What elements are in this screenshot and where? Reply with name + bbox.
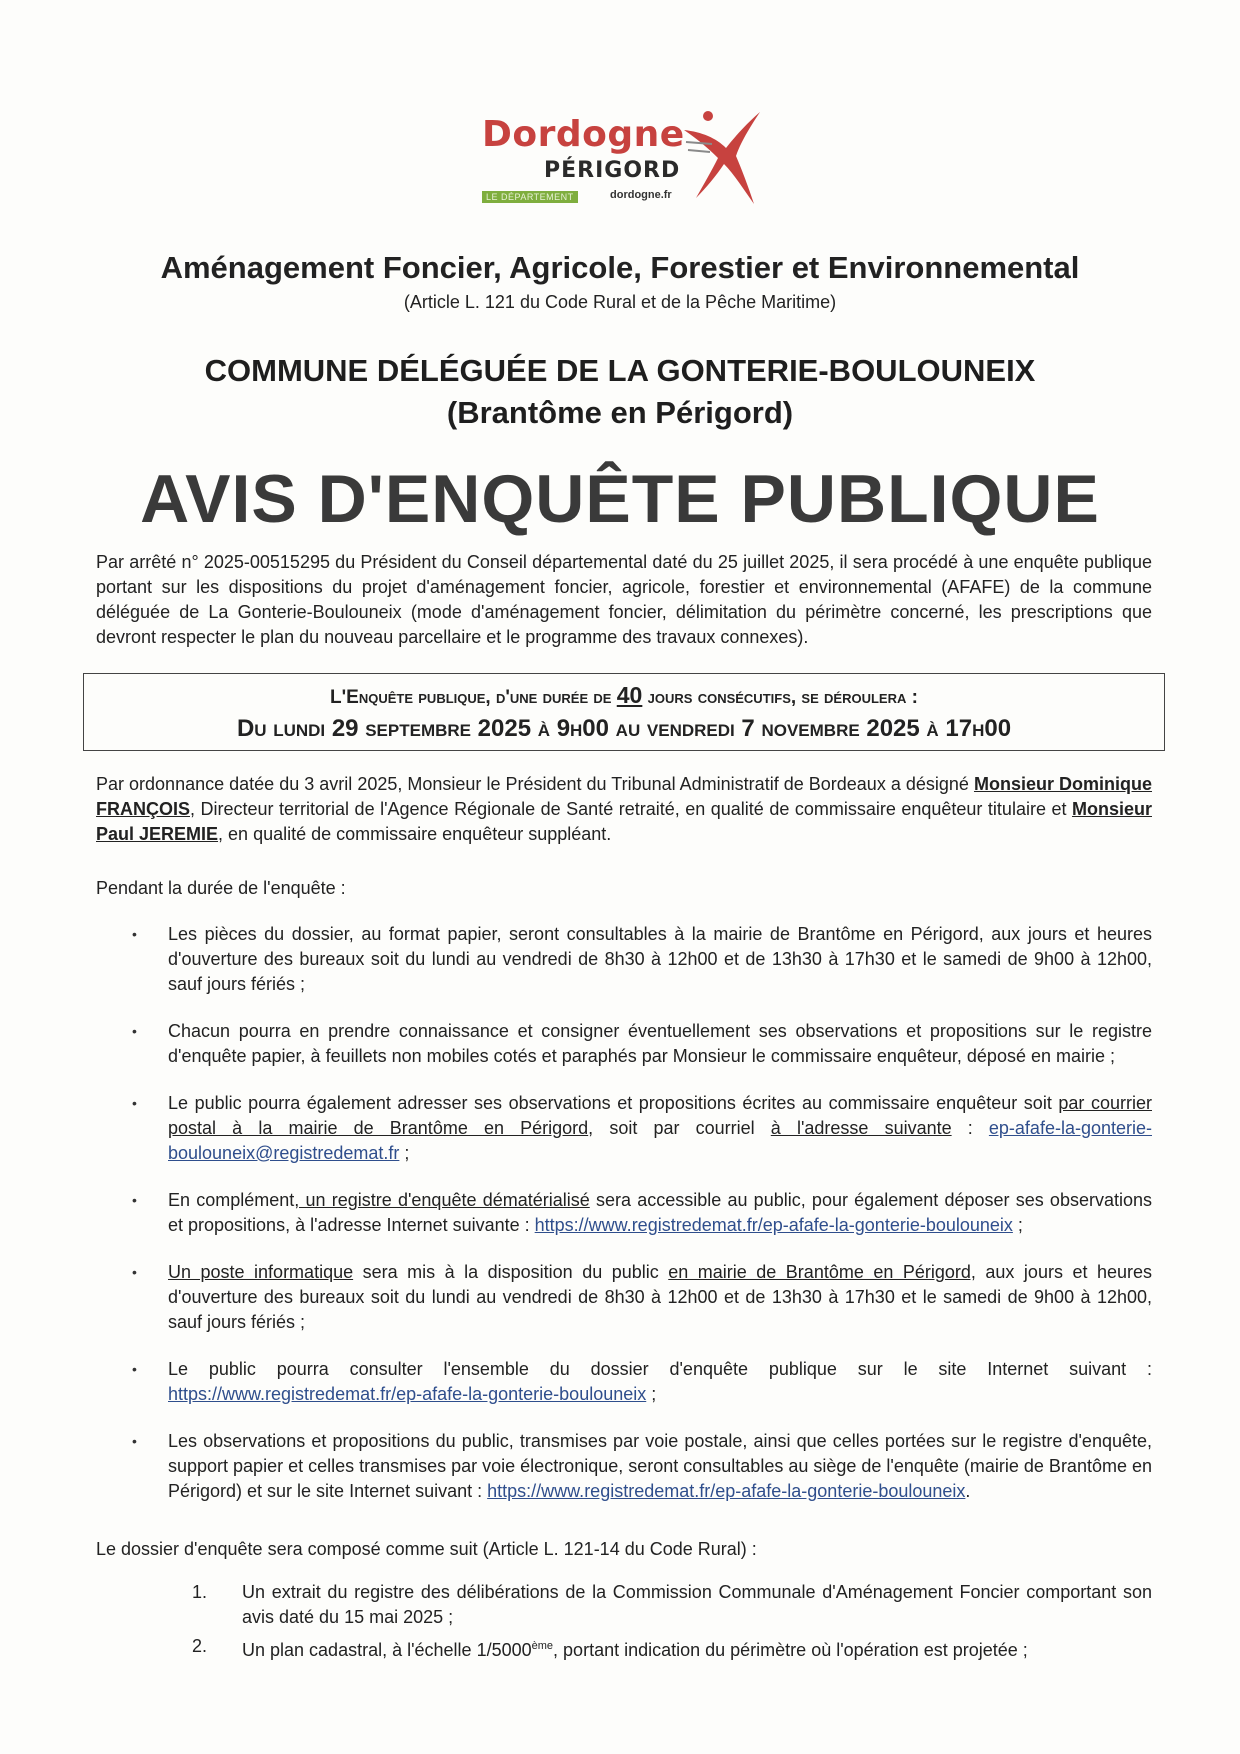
date-range-line: Du lundi 29 septembre 2025 à 9h00 au vendredi 7 novembre 2025 à 17h00	[236, 715, 1012, 742]
registry-link[interactable]: https://www.registredemat.fr/ep-afafe-la-gonterie-boulouneix	[534, 1215, 1013, 1235]
logo-url: dordogne.fr	[610, 189, 672, 201]
substitute-name: Monsieur Paul JEREMIE	[96, 799, 1152, 844]
dordogne-logo	[478, 108, 768, 208]
list-item: 1. Un extrait du registre des délibérations de la Commission Communale d'Aménagement Foncier comportant son avis daté du 15 mai 2025 ;	[192, 1582, 1152, 1627]
list-item: • Le public pourra consulter l'ensemble du dossier d'enquête publique sur le site Internet suivant : https://www.registredemat.fr/ep-afafe-la-gonterie-boulouneix ;	[130, 1357, 1152, 1407]
list-item: • Les observations et propositions du public, transmises par voie postale, ainsi que celles portées sur le registre d'enquête, support papier et celles transmises par voie électronique, seront consultables au siège de l'enquête (mairie de Brantôme en Périgord) et sur le site Internet suivant : https://www.registredemat.fr/ep-afafe-la-gonterie-boulouneix.	[130, 1429, 1152, 1504]
intro-paragraph: Par arrêté n° 2025-00515295 du Président du Conseil départemental daté du 25 juillet 2025, il sera procédé à une enquête publique portant sur les dispositions du projet d'aménagement foncier, agricole, forestier et environnemental (AFAFE) de la commune déléguée de La Gonterie-Boulouneix (mode d'aménagement foncier, délimitation du périmètre concerné, les prescriptions que devront respecter le plan du nouveau parcellaire et le programme des travaux connexes).	[96, 552, 1152, 647]
list-item: • En complément, un registre d'enquête dématérialisé sera accessible au public, pour également déposer ses observations et propositions, à l'adresse Internet suivante : https://www.registredemat.fr/ep-afafe-la-gonterie-boulouneix ;	[130, 1188, 1152, 1238]
duration-line: L'Enquête publique, d'une durée de 40 jours consécutifs, se déroulera :	[330, 682, 918, 708]
list-item: • Les pièces du dossier, au format papier, seront consultables à la mairie de Brantôme en Périgord, aux jours et heures d'ouverture des bureaux soit du lundi au vendredi de 8h30 à 12h00 et de 13h30 à 17h30 et le samedi de 9h00 à 12h00, sauf jours fériés ;	[130, 922, 1152, 997]
email-link[interactable]: ep-afafe-la-gonterie-boulouneix@registredemat.fr	[168, 1118, 1152, 1163]
notice-title: AVIS D'ENQUÊTE PUBLIQUE	[140, 461, 1100, 537]
enquiry-arrangements-list	[130, 922, 1152, 1526]
commune-heading	[0, 350, 1240, 434]
list-item: • Chacun pourra en prendre connaissance et consigner éventuellement ses observations et propositions sur le registre d'enquête papier, à feuillets non mobiles cotés et paraphés par Monsieur le commissaire enquêteur, déposé en mairie ;	[130, 1019, 1152, 1069]
observations-link[interactable]: https://www.registredemat.fr/ep-afafe-la-gonterie-boulouneix	[487, 1481, 966, 1501]
duration-days: 40	[616, 682, 643, 708]
commune-location: (Brantôme en Périgord)	[446, 395, 794, 430]
dossier-link[interactable]: https://www.registredemat.fr/ep-afafe-la-gonterie-boulouneix	[168, 1384, 647, 1404]
logo-subtitle: PÉRIGORD	[544, 158, 681, 183]
list-item: • Le public pourra également adresser ses observations et propositions écrites au commissaire enquêteur soit par courrier postal à la mairie de Brantôme en Périgord, soit par courriel à l'adresse suivante : ep-afafe-la-gonterie-boulouneix@registredemat.fr ;	[130, 1091, 1152, 1166]
logo-tag: LE DÉPARTEMENT	[482, 191, 578, 203]
dancer-logo-icon	[682, 108, 768, 208]
list-item: 2. Un plan cadastral, à l'échelle 1/5000ème, portant indication du périmètre où l'opération est projetée ;	[192, 1636, 1028, 1660]
commune-name: COMMUNE DÉLÉGUÉE DE LA GONTERIE-BOULOUNEIX	[204, 353, 1036, 388]
commissioner-name: Monsieur Dominique FRANÇOIS	[96, 774, 1152, 819]
during-enquiry-label: Pendant la durée de l'enquête :	[96, 878, 346, 898]
list-item: • Un poste informatique sera mis à la disposition du public en mairie de Brantôme en Périgord, aux jours et heures d'ouverture des bureaux soit du lundi au vendredi de 8h30 à 12h00 et de 13h30 à 17h30 et le samedi de 9h00 à 12h00, sauf jours fériés ;	[130, 1260, 1152, 1335]
logo-word: Dordogne	[482, 114, 685, 155]
ordonnance-paragraph: Par ordonnance datée du 3 avril 2025, Monsieur le Président du Tribunal Administratif de Bordeaux a désigné Monsieur Dominique FRANÇOIS, Directeur territorial de l'Agence Régionale de Santé retraité, en qualité de commissaire enquêteur titulaire et Monsieur Paul JEREMIE, en qualité de commissaire enquêteur suppléant.	[96, 774, 1152, 844]
legal-reference: (Article L. 121 du Code Rural et de la Pêche Maritime)	[403, 292, 837, 312]
dossier-composition-label: Le dossier d'enquête sera composé comme suit (Article L. 121-14 du Code Rural) :	[96, 1539, 757, 1559]
enquiry-dates-box	[83, 673, 1165, 751]
document-title: Aménagement Foncier, Agricole, Forestier et Environnemental	[160, 250, 1080, 285]
dossier-contents-list	[190, 1580, 1152, 1667]
